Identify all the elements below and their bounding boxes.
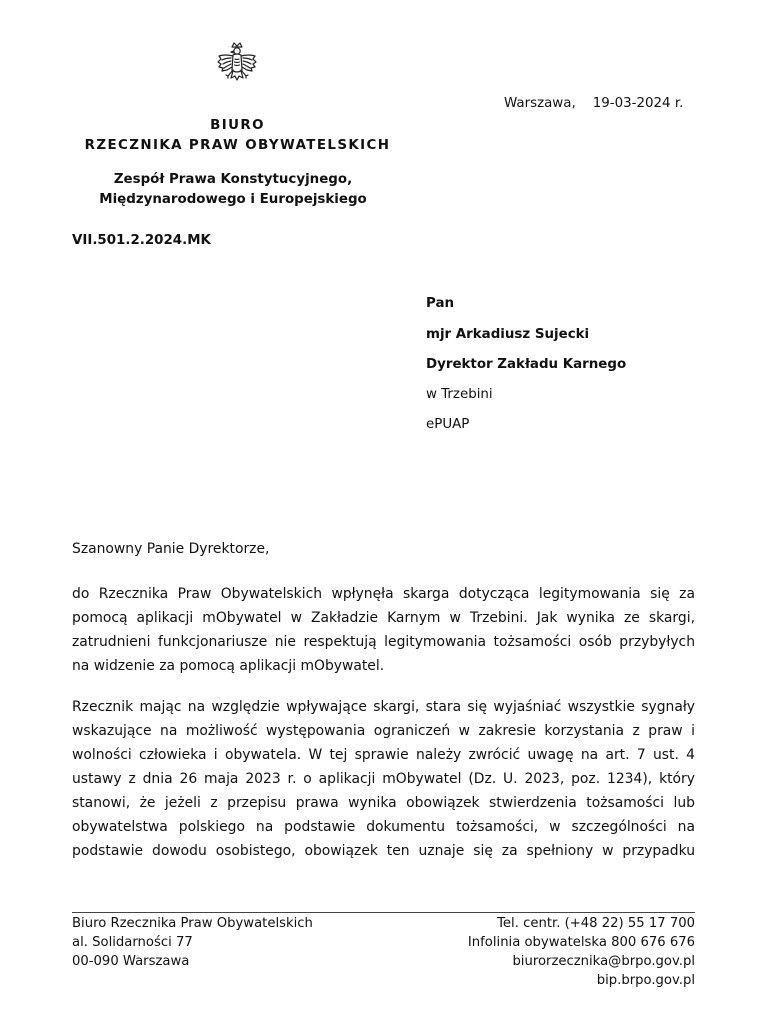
footer-office-name: Biuro Rzecznika Praw Obywatelskich <box>72 916 313 931</box>
footer-email-link[interactable]: biurorzecznika@brpo.gov.pl <box>512 954 695 969</box>
paragraph-line: podstawie dowodu osobistego, obowiązek ten uznaje się za spełniony w przypadku <box>72 843 695 859</box>
office-name-line-1: BIURO <box>210 118 265 133</box>
eagle-emblem-icon <box>211 40 263 92</box>
place-and-date: Warszawa, 19-03-2024 r. <box>504 96 684 111</box>
paragraph-line: Rzecznik mając na względzie wpływające skargi, stara się wyjaśniać wszystkie sygnały <box>72 699 695 715</box>
paragraph-line: wskazujące na możliwość występowania ograniczeń w zakresie korzystania z praw i <box>72 723 695 739</box>
team-name <box>60 170 406 210</box>
footer-street: al. Solidarności 77 <box>72 935 193 950</box>
paragraph-line: stanowi, że jeżeli z przepisu prawa wynika obowiązek stwierdzenia tożsamości lub <box>72 795 695 811</box>
paragraph-line: ustawy z dnia 26 maja 2023 r. o aplikacji mObywatel (Dz. U. 2023, poz. 1234), który <box>72 771 695 787</box>
footer-website-link[interactable]: bip.brpo.gov.pl <box>596 973 695 988</box>
paragraph-line: obywatelstwa polskiego na podstawie dokumentu tożsamości, w szczególności na <box>72 819 695 835</box>
footer-hotline: Infolinia obywatelska 800 676 676 <box>467 935 695 950</box>
footer-city: 00-090 Warszawa <box>72 954 190 969</box>
body-paragraph-1 <box>72 582 695 678</box>
footer-divider <box>72 912 695 913</box>
footer-contact <box>400 914 695 990</box>
body-paragraph-2 <box>72 695 695 863</box>
office-name <box>60 116 415 156</box>
team-name-line-1: Zespół Prawa Konstytucyjnego, <box>113 172 353 187</box>
case-reference: VII.501.2.2024.MK <box>72 233 211 248</box>
office-name-line-2: RZECZNIKA PRAW OBYWATELSKICH <box>84 138 391 153</box>
addressee-title: Dyrektor Zakładu Karnego <box>426 357 627 372</box>
paragraph-line: wolności człowieka i obywatela. W tej sprawie należy zwrócić uwagę na art. 7 ust. 4 <box>72 747 695 763</box>
paragraph-line: pomocą aplikacji mObywatel w Zakładzie Karnym w Trzebini. Jak wynika ze skargi, <box>72 610 695 626</box>
team-name-line-2: Międzynarodowego i Europejskiego <box>99 192 367 207</box>
paragraph-line: zatrudnieni funkcjonariusze nie respektują legitymowania tożsamości osób przybyłych <box>72 634 695 650</box>
addressee-location: w Trzebini <box>426 387 493 402</box>
addressee-salutation: Pan <box>426 296 455 311</box>
letter-salutation: Szanowny Panie Dyrektorze, <box>72 541 270 557</box>
footer-address <box>72 914 313 971</box>
paragraph-line: do Rzecznika Praw Obywatelskich wpłynęła skarga dotycząca legitymowania się za <box>72 586 695 602</box>
footer-phone: Tel. centr. (+48 22) 55 17 700 <box>497 916 695 931</box>
addressee-channel: ePUAP <box>426 417 470 432</box>
addressee-name: mjr Arkadiusz Sujecki <box>426 327 590 342</box>
paragraph-line: na widzenie za pomocą aplikacji mObywatel. <box>72 658 385 674</box>
